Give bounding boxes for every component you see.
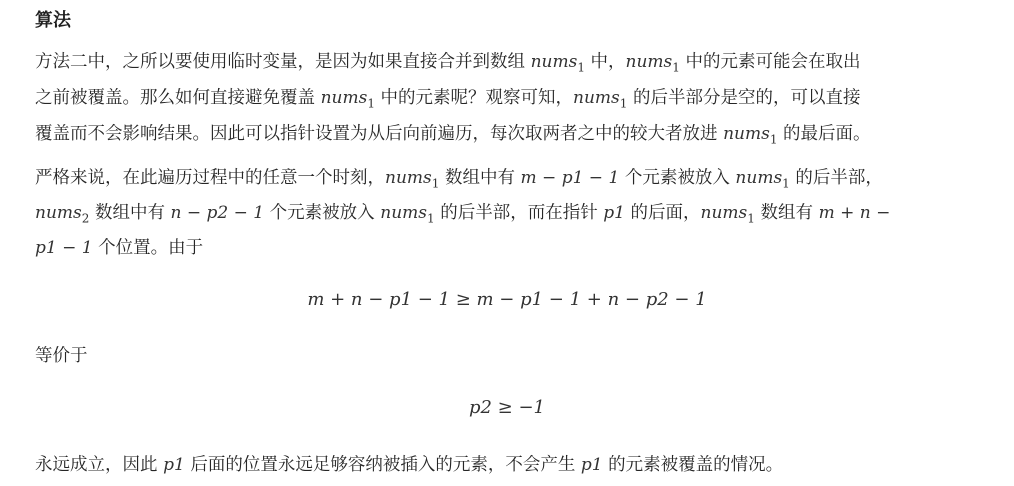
text: 永远成立，因此 [35, 455, 164, 475]
text: 之前被覆盖。那么如何直接避免覆盖 [35, 88, 321, 108]
math-expression: p1 − 1 [35, 238, 93, 258]
math-nums1: nums$_1$ [380, 203, 435, 226]
equation-2 [0, 397, 1014, 418]
text: 的后半部，而在指针 [434, 203, 604, 223]
text: 方法二中，之所以要使用临时变量，是因为如果直接合并到数组 [35, 52, 531, 72]
math-inequality: m + n − p1 − 1 ≥ m − p1 − 1 + n − p2 − 1 [307, 289, 707, 310]
equation-1 [0, 289, 1014, 310]
text: 个元素被放入 [264, 203, 381, 223]
text: 数组中有 [439, 168, 521, 188]
math-nums1: nums$_1$ [385, 168, 440, 191]
math-nums1: nums$_1$ [320, 88, 375, 111]
text: 的最后面。 [777, 124, 871, 144]
paragraph-4 [35, 451, 783, 476]
math-p1: p1 [580, 455, 603, 475]
text: 数组有 [754, 203, 819, 223]
math-nums1: nums$_1$ [625, 52, 680, 75]
paragraph-2-line-2 [35, 199, 890, 225]
math-nums1: nums$_1$ [700, 203, 755, 226]
math-nums1: nums$_1$ [735, 168, 790, 191]
paragraph-2-line-1 [35, 164, 883, 190]
text: 的后半部分是空的，可以直接 [627, 88, 861, 108]
text: 中的元素呢？观察可知， [374, 88, 574, 108]
paragraph-3: 等价于 [35, 346, 88, 366]
text: 的后面， [624, 203, 701, 223]
text: 后面的位置永远足够容纳被插入的元素，不会产生 [184, 455, 581, 475]
math-nums1: nums$_1$ [723, 124, 778, 147]
math-inequality: p2 ≥ −1 [468, 397, 546, 418]
text: 个元素被放入 [619, 168, 736, 188]
math-nums1: nums$_1$ [573, 88, 628, 111]
math-nums2: nums$_2$ [35, 203, 90, 226]
text: 覆盖而不会影响结果。因此可以指针设置为从后向前遍历，每次取两者之中的较大者放进 [35, 124, 724, 144]
paragraph-2-line-3 [35, 234, 203, 259]
paragraph-1-line-3 [35, 120, 871, 146]
text: 中的元素可能会在取出 [679, 52, 861, 72]
text: 数组中有 [89, 203, 171, 223]
math-expression: m + n − [818, 203, 891, 223]
text: 严格来说，在此遍历过程中的任意一个时刻， [35, 168, 385, 188]
paragraph-1-line-1 [35, 48, 860, 74]
math-p1: p1 [163, 455, 185, 475]
math-nums1: nums$_1$ [530, 52, 585, 75]
text: 的后半部， [789, 168, 883, 188]
section-heading: 算法 [35, 10, 71, 31]
text: 的元素被覆盖的情况。 [602, 455, 784, 475]
math-expression: m − p1 − 1 [520, 168, 620, 188]
paragraph-1-line-2 [35, 84, 860, 110]
text: 中， [584, 52, 626, 72]
text: 个位置。由于 [92, 238, 204, 258]
math-p1: p1 [603, 203, 625, 223]
math-expression: n − p2 − 1 [170, 203, 265, 223]
